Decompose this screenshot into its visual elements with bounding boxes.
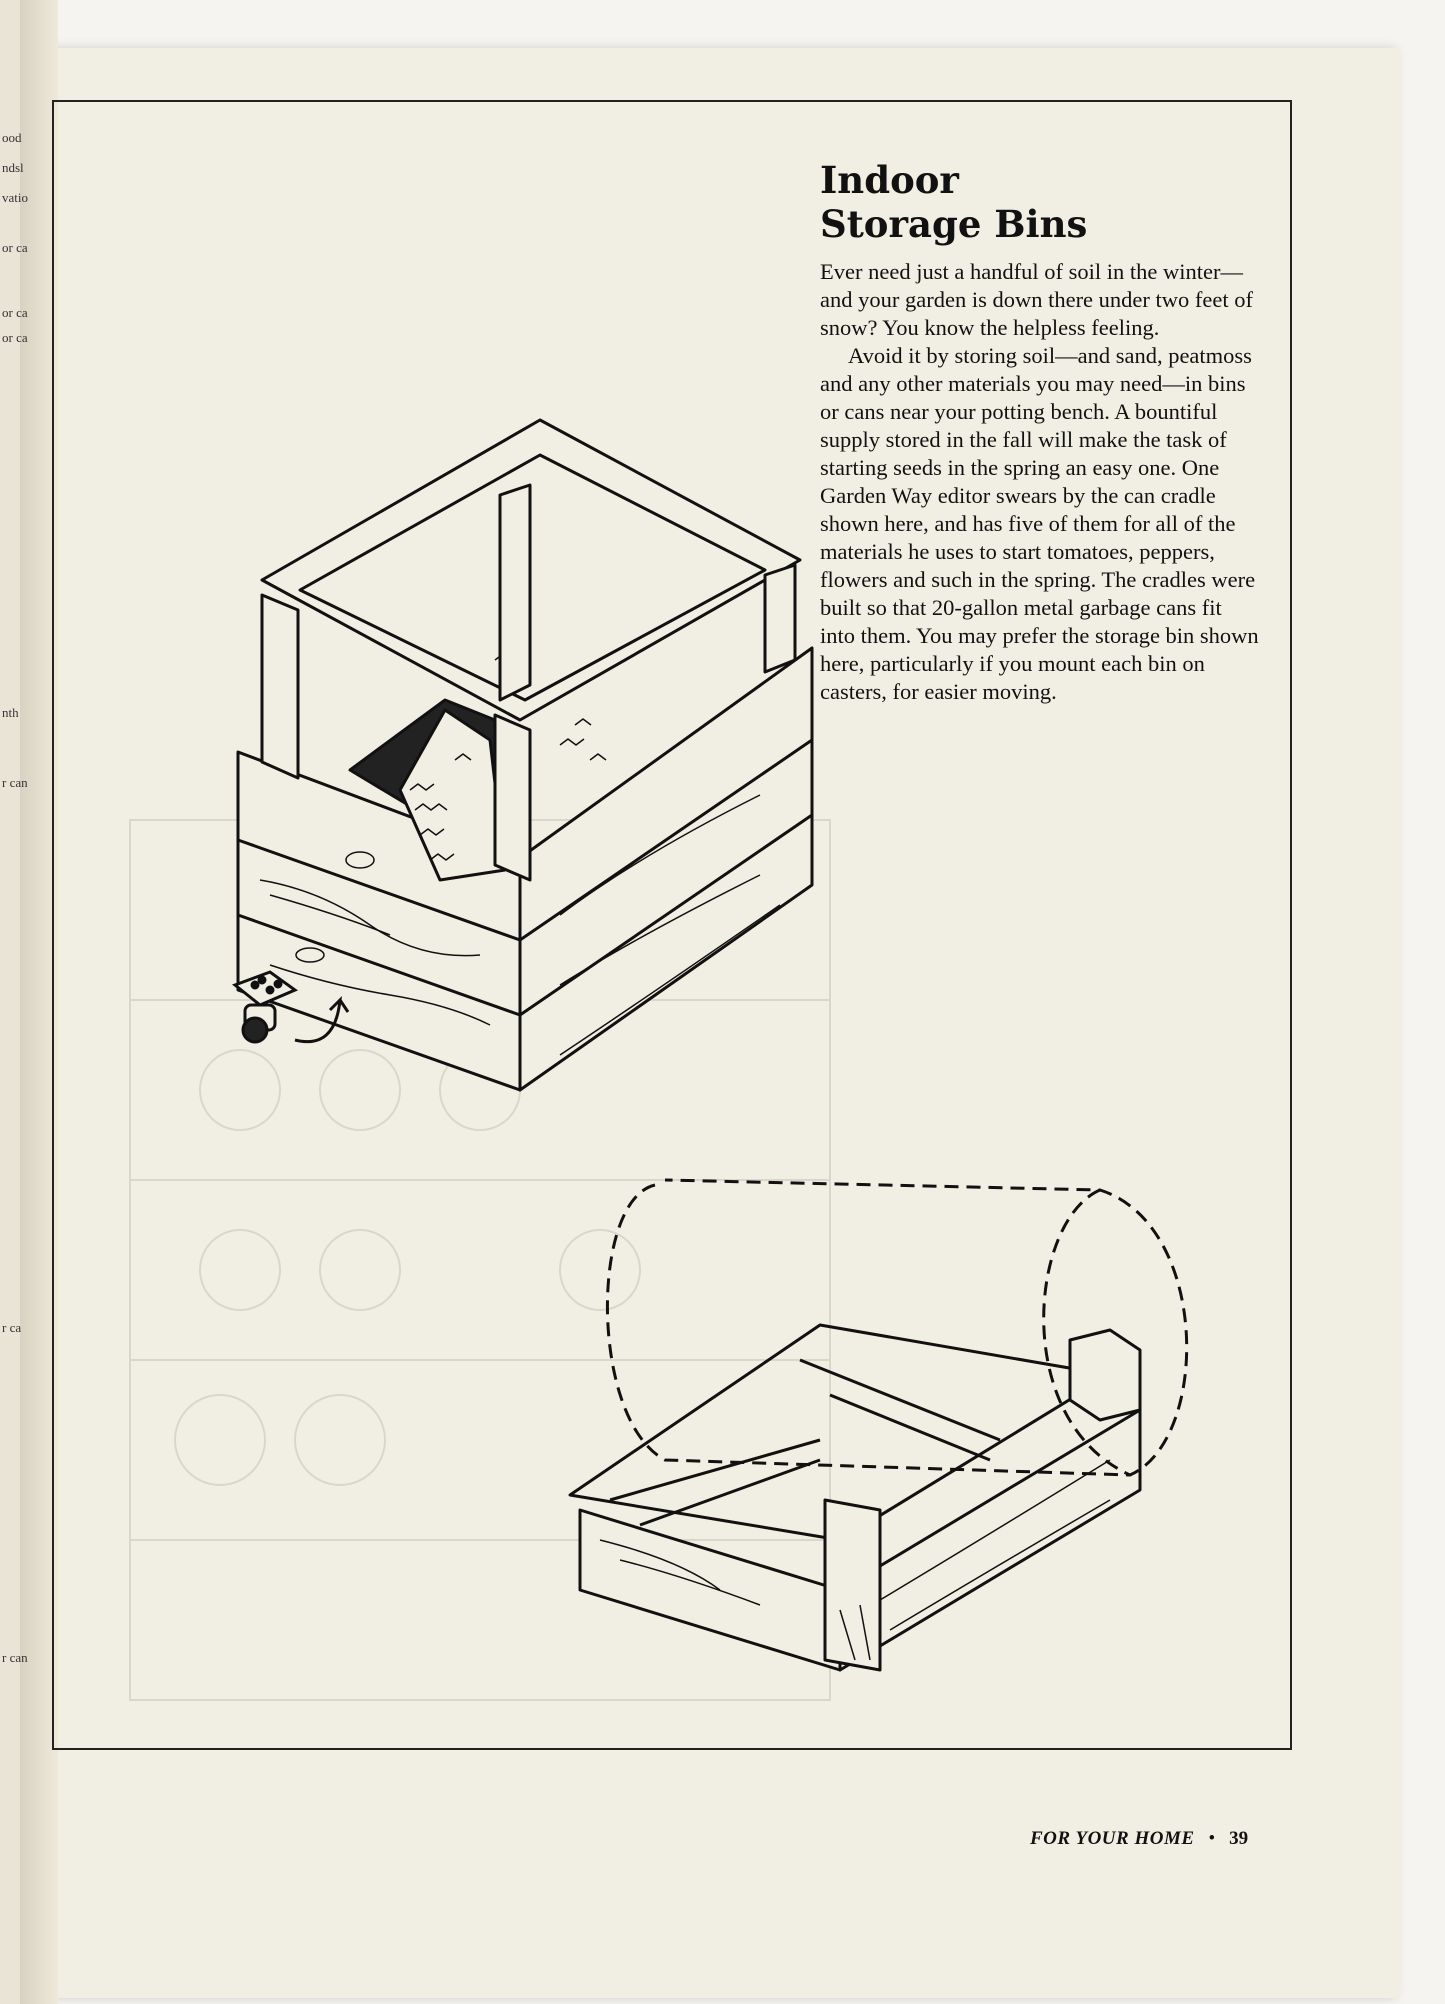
footer-bullet: • bbox=[1208, 1828, 1216, 1849]
margin-fragment: r ca bbox=[2, 1320, 22, 1335]
title-line-1: Indoor bbox=[820, 158, 959, 202]
paragraph: Avoid it by storing soil—and sand, peatmoss and any other materials you may need—in bins or cans near your potting bench. A bountiful supply stored in the fall will make the task of starting seeds in the spring an easy one. One Garden Way editor swears by the can cradle shown here, and has five of them for all of the materials he uses to start tomatoes, peppers, flowers and such in the spring. The cradles were built so that 20-gallon metal garbage cans fit into them. You may prefer the storage bin shown here, particularly if you mount each bin on casters, for easier moving. bbox=[820, 343, 1259, 704]
margin-fragment: or ca bbox=[2, 240, 28, 255]
margin-fragment: or ca bbox=[2, 330, 28, 345]
margin-fragment: ood bbox=[2, 130, 22, 145]
margin-fragment: or ca bbox=[2, 305, 28, 320]
storage-bin-illustration bbox=[238, 420, 812, 1090]
bin-right-panel bbox=[520, 648, 812, 1090]
article-body bbox=[820, 258, 1260, 706]
margin-fragment: vatio bbox=[2, 190, 28, 205]
margin-fragment: r can bbox=[2, 775, 28, 790]
cradle-far-post bbox=[1070, 1330, 1140, 1420]
section-name: FOR YOUR HOME bbox=[1030, 1828, 1195, 1849]
margin-fragment: r can bbox=[2, 1650, 28, 1665]
can-cradle-illustration bbox=[570, 1325, 1140, 1670]
bin-frame-top-inner bbox=[300, 455, 765, 700]
page-footer bbox=[1030, 1828, 1248, 1850]
title-line-2: Storage Bins bbox=[820, 202, 1088, 246]
margin-fragment: ndsl bbox=[2, 160, 24, 175]
page-number: 39 bbox=[1229, 1828, 1249, 1849]
paragraph: Ever need just a handful of soil in the winter—and your garden is down there under two feet of snow? You know the helpless feeling. bbox=[820, 259, 1253, 340]
article-title bbox=[820, 158, 1087, 246]
margin-fragment: nth bbox=[2, 705, 19, 720]
garbage-can-outline bbox=[607, 1180, 1186, 1475]
cradle-end-post bbox=[825, 1500, 880, 1670]
